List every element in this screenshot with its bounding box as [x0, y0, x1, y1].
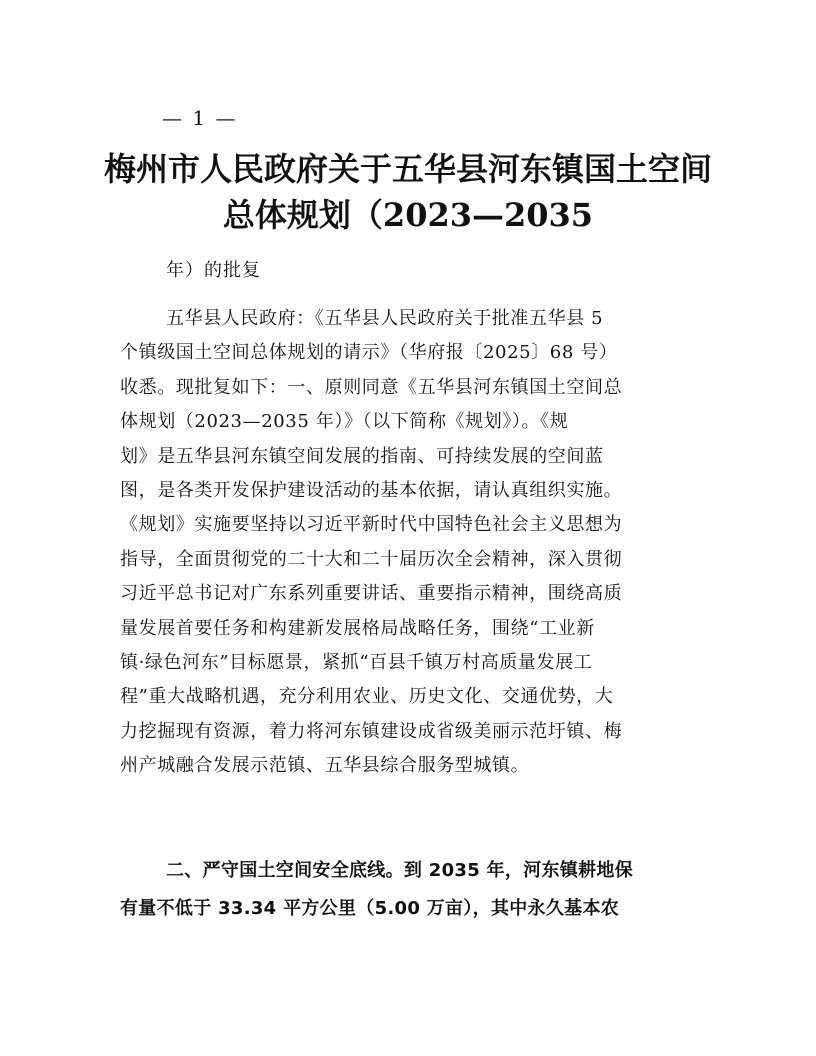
title-line-2: 总体规划（2023—2035 — [222, 196, 594, 234]
body-line: 体规划（2023—2035 年）》（以下简称《规划》）。《规 — [120, 411, 569, 433]
body-line: 量发展首要任务和构建新发展格局战略任务，围绕“工业新 — [120, 617, 595, 639]
body-line: 习近平总书记对广东系列重要讲话、重要指示精神，围绕高质 — [120, 583, 623, 605]
body-line: 《规划》实施要坚持以习近平新时代中国特色社会主义思想为 — [120, 514, 623, 536]
body-line: 力挖掘现有资源，着力将河东镇建设成省级美丽示范圩镇、梅 — [120, 720, 623, 742]
page-number: — 1 — — [162, 106, 238, 130]
body-line: 五华县人民政府：《五华县人民政府关于批准五华县 5 — [166, 308, 604, 329]
body-line: 州产城融合发展示范镇、五华县综合服务型城镇。 — [120, 755, 530, 777]
document-title — [100, 146, 716, 238]
body-line: 个镇级国土空间总体规划的请示》（华府报〔2025〕68 号） — [120, 342, 618, 364]
title-continuation: 年）的批复 — [166, 260, 261, 281]
section-line: 二、严守国土空间安全底线。到 2035 年，河东镇耕地保 — [166, 860, 634, 881]
body-line: 图，是各类开发保护建设活动的基本依据，请认真组织实施。 — [120, 479, 623, 501]
body-paragraph — [120, 302, 698, 783]
body-line: 划》是五华县河东镇空间发展的指南、可持续发展的空间蓝 — [120, 445, 604, 467]
section-line: 有量不低于 33.34 平方公里（5.00 万亩），其中永久基本农 — [120, 898, 620, 919]
body-line: 收悉。现批复如下：一、原则同意《五华县河东镇国土空间总 — [120, 376, 623, 398]
body-line: 程”重大战略机遇，充分利用农业、历史文化、交通优势，大 — [120, 686, 614, 708]
body-line: 指导，全面贯彻党的二十大和二十届历次全会精神，深入贯彻 — [120, 548, 623, 570]
section-two-paragraph — [120, 852, 698, 928]
body-line: 镇·绿色河东”目标愿景，紧抓“百县千镇万村高质量发展工 — [120, 651, 593, 673]
title-line-1: 梅州市人民政府关于五华县河东镇国土空间 — [103, 150, 712, 188]
